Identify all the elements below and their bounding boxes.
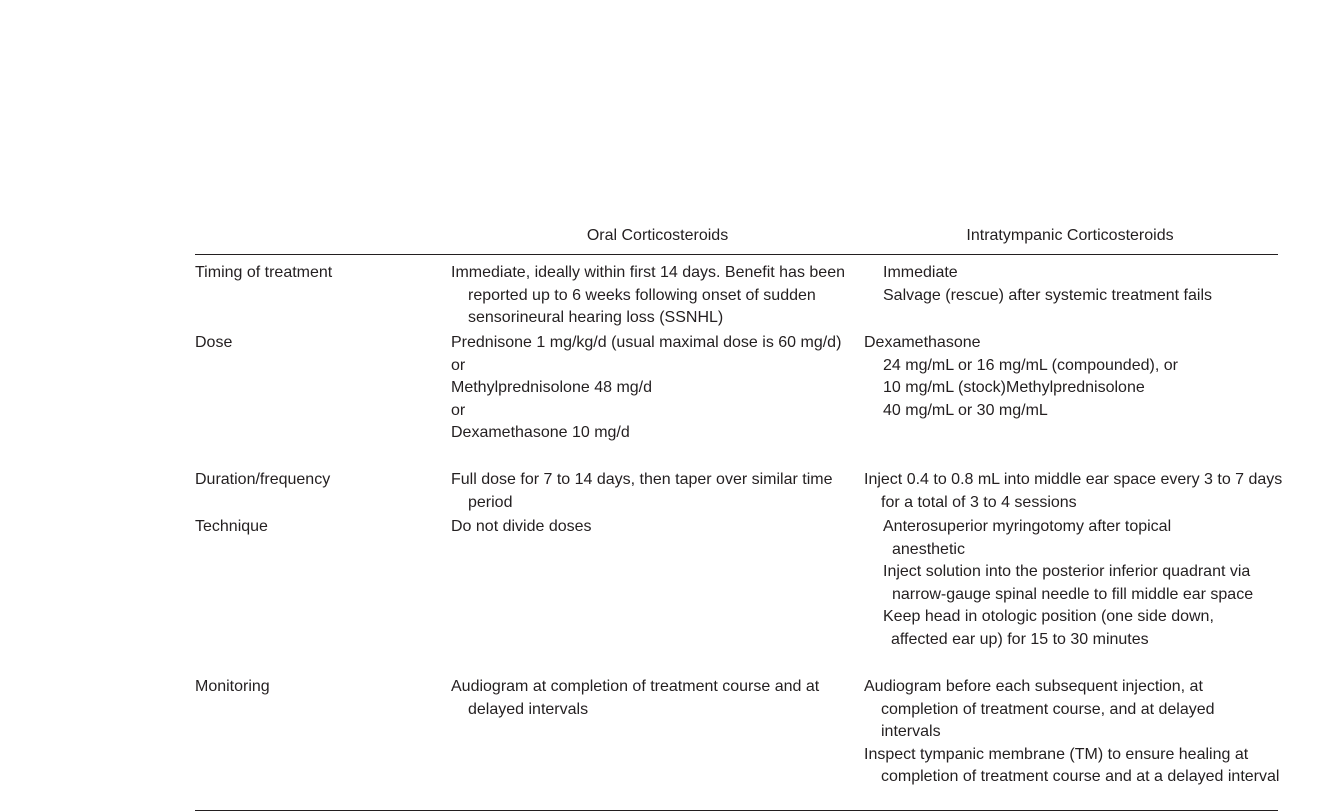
cell-text: Methylprednisolone 48 mg/d bbox=[451, 379, 653, 397]
row-label-timing: Timing of treatment bbox=[195, 264, 333, 281]
cell-text: Immediate bbox=[883, 264, 958, 281]
cell-text: or bbox=[451, 356, 466, 374]
cell-text: Audiogram at completion of treatment course and at delayed intervals bbox=[451, 678, 820, 718]
cell-text: Anterosuperior myringotomy after topical anesthetic bbox=[883, 518, 1172, 558]
cell-oral-duration bbox=[451, 469, 843, 514]
cell-text: Keep head in otologic position (one side down, affected ear up) for 15 to 30 minutes bbox=[883, 608, 1214, 648]
cell-text: Immediate, ideally within first 14 days. Benefit has been reported up to 6 weeks following onset of sudden sensorineural hearing loss (SSNHL) bbox=[451, 264, 845, 327]
column-header-intratympanic: Intratympanic Corticosteroids bbox=[966, 227, 1174, 244]
cell-intratympanic-monitoring bbox=[864, 676, 1278, 789]
cell-intratympanic-technique bbox=[883, 516, 1278, 652]
cell-text: Dexamethasone 10 mg/d bbox=[451, 424, 630, 442]
cell-text: 40 mg/mL or 30 mg/mL bbox=[883, 401, 1048, 419]
row-label-duration: Duration/frequency bbox=[195, 471, 331, 488]
row-label-technique: Technique bbox=[195, 518, 268, 535]
cell-text: Full dose for 7 to 14 days, then taper over similar time period bbox=[451, 471, 833, 511]
cell-text: Inspect tympanic membrane (TM) to ensure healing at completion of treatment course and at a delayed interval bbox=[864, 745, 1280, 786]
header-rule bbox=[195, 254, 1278, 255]
cell-text: Audiogram before each subsequent injection, at completion of treatment course, and at delayed intervals bbox=[864, 678, 1215, 741]
cell-text: Dexamethasone bbox=[864, 334, 981, 351]
cell-text: Prednisone 1 mg/kg/d (usual maximal dose is 60 mg/d) bbox=[451, 334, 842, 351]
corticosteroid-comparison-table bbox=[195, 222, 1283, 811]
cell-oral-dose bbox=[451, 332, 843, 445]
cell-text: Salvage (rescue) after systemic treatment fails bbox=[883, 286, 1213, 304]
row-label-dose: Dose bbox=[195, 334, 233, 351]
row-label-monitoring: Monitoring bbox=[195, 678, 270, 695]
cell-intratympanic-duration bbox=[864, 469, 1283, 514]
cell-text: Inject solution into the posterior inferior quadrant via narrow-gauge spinal needle to fill middle ear space bbox=[883, 563, 1254, 603]
cell-text: Do not divide doses bbox=[451, 518, 592, 535]
cell-text: Inject 0.4 to 0.8 mL into middle ear space every 3 to 7 days for a total of 3 to 4 sessions bbox=[864, 471, 1283, 511]
cell-oral-timing bbox=[451, 262, 843, 330]
column-header-oral: Oral Corticosteroids bbox=[586, 227, 729, 244]
cell-text: 10 mg/mL (stock)Methylprednisolone bbox=[883, 379, 1145, 397]
cell-oral-monitoring bbox=[451, 676, 843, 721]
cell-text: or bbox=[451, 401, 466, 419]
cell-intratympanic-timing bbox=[883, 262, 1297, 307]
cell-oral-technique bbox=[451, 516, 843, 539]
cell-text: 24 mg/mL or 16 mg/mL (compounded), or bbox=[883, 356, 1178, 374]
cell-intratympanic-dose bbox=[864, 332, 1278, 422]
